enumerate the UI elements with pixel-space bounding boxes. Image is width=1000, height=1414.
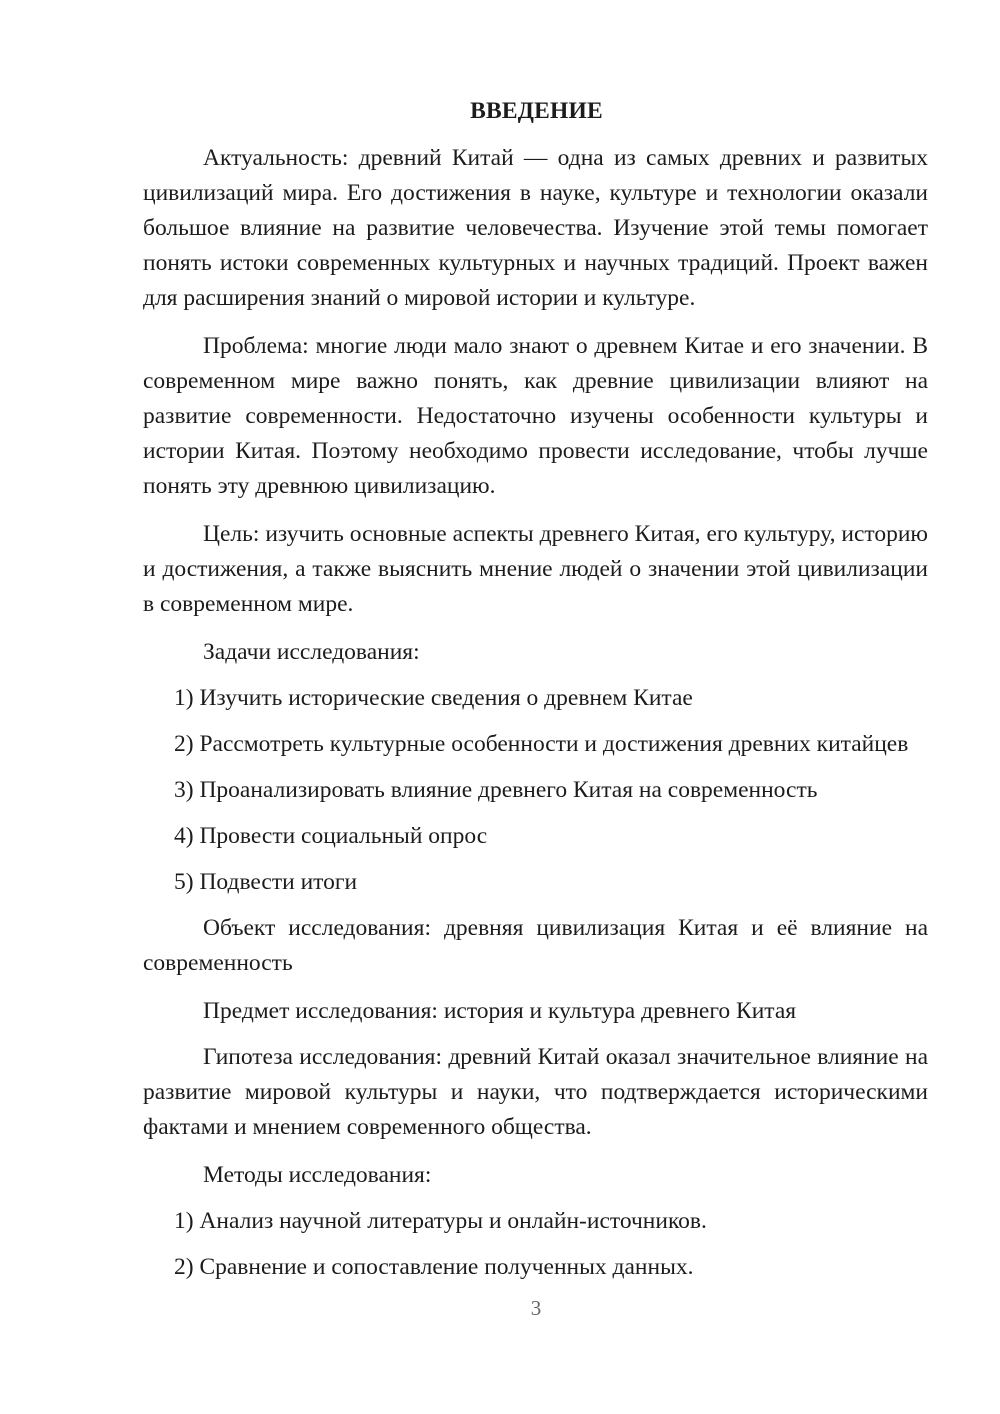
page-number: 3 (530, 1296, 542, 1320)
relevance-paragraph: Актуальность: древний Китай — одна из самых древних и развитых цивилизаций мира. Его достижения в науке, культуре и технологии оказали большое влияние на развитие человечества. Изучение этой темы помогает понять истоки современных культурных и научных традиций. Проект важен для расширения знаний о мировой истории и культуре. (143, 145, 928, 311)
method-item: 2) Сравнение и сопоставление полученных данных. (174, 1254, 694, 1280)
task-item: 4) Провести социальный опрос (174, 823, 488, 849)
tasks-heading: Задачи исследования: (203, 639, 420, 665)
page-content (143, 94, 928, 1296)
goal-paragraph: Цель: изучить основные аспекты древнего Китая, его культуру, историю и достижения, а также выяснить мнение людей о значении этой цивилизации в современном мире. (143, 521, 928, 617)
methods-heading: Методы исследования: (203, 1162, 432, 1188)
method-item: 1) Анализ научной литературы и онлайн-источников. (174, 1208, 707, 1234)
problem-paragraph: Проблема: многие люди мало знают о древнем Китае и его значении. В современном мире важно понять, как древние цивилизации влияют на развитие современности. Недостаточно изучены особенности культуры и истории Китая. Поэтому необходимо провести исследование, чтобы лучше понять эту древнюю цивилизацию. (143, 333, 928, 499)
task-item: 5) Подвести итоги (174, 869, 358, 895)
task-item: 2) Рассмотреть культурные особенности и достижения древних китайцев (174, 731, 909, 757)
task-item: 1) Изучить исторические сведения о древнем Китае (174, 685, 693, 711)
hypothesis-paragraph: Гипотеза исследования: древний Китай оказал значительное влияние на развитие мировой культуры и науки, что подтверждается историческими фактами и мнением современного общества. (143, 1044, 928, 1140)
subject-paragraph: Предмет исследования: история и культура древнего Китая (203, 998, 797, 1024)
object-paragraph: Объект исследования: древняя цивилизация Китая и её влияние на современность (143, 915, 928, 976)
section-title: ВВЕДЕНИЕ (470, 98, 603, 124)
task-item: 3) Проанализировать влияние древнего Китая на современность (174, 777, 818, 803)
